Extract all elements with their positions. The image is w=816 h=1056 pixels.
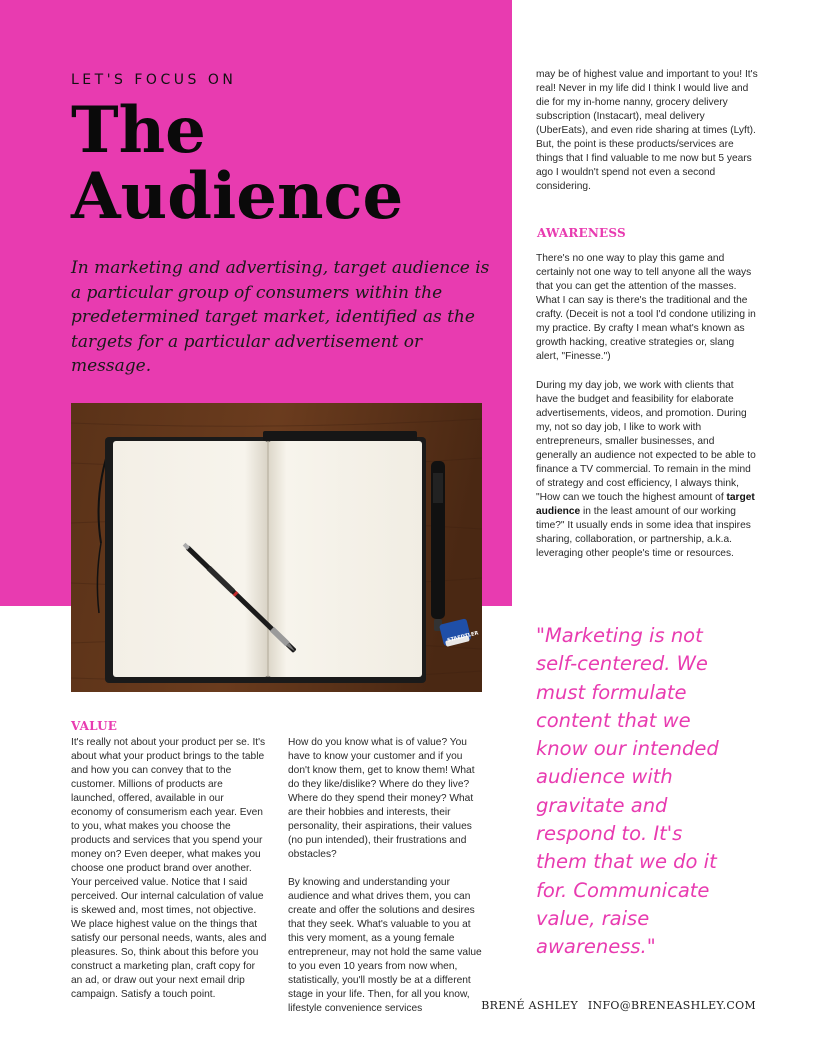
- page-title: [71, 93, 404, 234]
- title-line-2: Audience: [71, 159, 404, 234]
- notebook-photo: [71, 403, 482, 692]
- value-paragraph-3: By knowing and understanding your audience and what drives them, you can create and offer the solutions and desires that they seek. What's valuable to you at this very moment, as a young female entrepreneur, may not hold the same value to you even 10 years from now when, statistically, you'll mostly be at a different stage in your life. Then, for all you know, lifestyle convenience services: [288, 877, 482, 1014]
- awareness-p2-end: in the least amount of our working time?" It usually ends in some idea that inspires sharing, collaboration, or partnership, a.k.a. leveraging other people's time or resources.: [536, 506, 751, 559]
- value-paragraph-2: How do you know what is of value? You have to know your customer and if you don't know them, get to know them! What do they like/dislike? Where do they live? Where do they spend their money? What are their hobbies and interests, their personality, their aspirations, their values (no pun intended), their frustrations and obstacles?: [288, 737, 475, 860]
- footer-name: BRENÉ ASHLEY: [481, 999, 579, 1012]
- value-column-1: [71, 736, 267, 1002]
- value-heading: VALUE: [71, 719, 118, 733]
- continued-paragraph: may be of highest value and important to you! It's real! Never in my life did I think I would live and die for my in-home nanny, grocery delivery subscription (Instacart), meal delivery (UberEats), and even ride sharing at times (Lyft). But, the point is these products/services are things that I find valuable to me now but 5 years ago I wouldn't spend not even a second considering.: [536, 69, 758, 192]
- awareness-paragraph-2: [536, 379, 758, 561]
- value-column-2: [288, 736, 484, 1016]
- awareness-column-a: [536, 252, 758, 364]
- target-audience-bold: target audience: [536, 492, 755, 517]
- awareness-paragraph-1: There's no one way to play this game and certainly not one way to tell anyone all the ways that you can get the attention of the masses. What I can say is there's the traditional and the crafty. (Deceit is not a tool I'd condone utilizing in my practice. By crafty I mean what's known as growth hacking, creative strategies or, slang alert, "Finesse."): [536, 253, 756, 362]
- notebook-photo-illustration: [71, 403, 482, 692]
- eyebrow-label: LET'S FOCUS ON: [71, 72, 237, 88]
- pencil-brand-label: STAEDTLER: [446, 630, 480, 644]
- awareness-column-b: [536, 379, 758, 561]
- value-paragraph-1: It's really not about your product per se. It's about what your product brings to the table and how you can convey that to the customer. Millions of products are launched, offered, available in our economy of consumerism each year. Even to you, what makes you choose the products and services that you spend your money on? Even deeper, what makes you choose one product brand over another. Your perceived value. Notice that I said perceived. Our internal calculation of value is skewed and, most times, not objective. We place highest value on the things that satisfy our personal needs, wants, ales and pleasures. So, think about this before you construct a marketing plan, craft copy for an ad, or draw out your next email drip campaign. Satisfy a touch point.: [71, 737, 267, 1000]
- title-line-1: The: [71, 93, 206, 168]
- pull-quote: "Marketing is not self-centered. We must formulate content that we know our intended audience with gravitate and respond to. It's them that we do it for. Communicate value, raise awareness.": [536, 624, 719, 959]
- awareness-heading: AWARENESS: [537, 226, 626, 240]
- footer-email[interactable]: INFO@BRENEASHLEY.COM: [587, 999, 756, 1012]
- footer: [481, 999, 756, 1012]
- intro-paragraph: In marketing and advertising, target audience is a particular group of consumers within the predetermined target market, identified as the targets for a particular advertisement or message.: [71, 258, 490, 376]
- awareness-p2-start: During my day job, we work with clients that have the budget and feasibility for elaborate advertisements, videos, and promotion. During my, not so day job, I like to work with entrepreneurs, smaller businesses, and generally an audience not expected to be able to finance a TV commercial. To remain in the mind of strategy and cost efficiency, I always think, "How can we touch the highest amount of: [536, 380, 756, 503]
- right-column-continued: [536, 68, 758, 194]
